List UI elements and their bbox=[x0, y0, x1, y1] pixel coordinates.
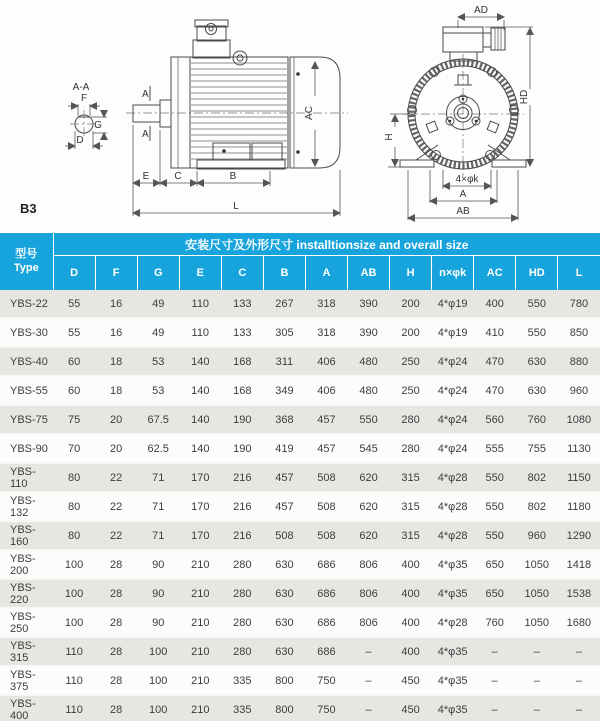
technical-drawings bbox=[0, 0, 600, 233]
dimension-cell: 620 bbox=[348, 492, 390, 521]
dimension-cell: 200 bbox=[390, 318, 432, 347]
dimension-cell: 457 bbox=[305, 434, 347, 463]
dimension-cell: 750 bbox=[305, 695, 347, 721]
dimension-cell: 4*φ19 bbox=[432, 318, 474, 347]
dim-label-ad: AD bbox=[474, 5, 488, 16]
dimension-cell: 280 bbox=[221, 637, 263, 666]
column-header-row bbox=[0, 256, 600, 291]
dimension-cell: 71 bbox=[137, 492, 179, 521]
dimension-cell: 4*φ24 bbox=[432, 405, 474, 434]
dimension-cell: 16 bbox=[95, 290, 137, 318]
dimension-cell: 400 bbox=[390, 637, 432, 666]
dimension-cell: – bbox=[516, 695, 558, 721]
dimension-cell: 110 bbox=[179, 290, 221, 318]
dimension-cell: 4*φ24 bbox=[432, 434, 474, 463]
dimension-cell: 410 bbox=[474, 318, 516, 347]
model-type-cell: YBS-200 bbox=[0, 550, 53, 579]
table-row bbox=[0, 434, 600, 463]
dimension-cell: 4*φ24 bbox=[432, 347, 474, 376]
dimension-cell: 457 bbox=[263, 463, 305, 492]
dimension-cell: 457 bbox=[263, 492, 305, 521]
dimension-cell: – bbox=[474, 637, 516, 666]
dimension-cell: 75 bbox=[53, 405, 95, 434]
dimension-cell: 400 bbox=[474, 290, 516, 318]
dimension-cell: 80 bbox=[53, 521, 95, 550]
dimension-cell: 28 bbox=[95, 695, 137, 721]
motor-dimension-drawing bbox=[0, 0, 600, 233]
dimension-cell: 1050 bbox=[516, 608, 558, 637]
dimension-cell: 550 bbox=[516, 290, 558, 318]
dim-label-ac: AC bbox=[304, 106, 315, 120]
dimension-cell: 100 bbox=[137, 637, 179, 666]
dimension-cell: 280 bbox=[221, 608, 263, 637]
dimension-cell: 110 bbox=[53, 637, 95, 666]
dimension-cell: 4*φ35 bbox=[432, 579, 474, 608]
dimension-cell: 20 bbox=[95, 434, 137, 463]
dimension-cell: – bbox=[348, 637, 390, 666]
dimension-cell: 620 bbox=[348, 521, 390, 550]
dimension-cell: 170 bbox=[179, 521, 221, 550]
dimension-cell: 1050 bbox=[516, 550, 558, 579]
dimension-cell: 67.5 bbox=[137, 405, 179, 434]
dimension-cell: 140 bbox=[179, 376, 221, 405]
column-header: AC bbox=[474, 256, 516, 291]
dimension-cell: 620 bbox=[348, 463, 390, 492]
dimension-cell: 71 bbox=[137, 521, 179, 550]
dimension-cell: 650 bbox=[474, 550, 516, 579]
dimension-cell: 545 bbox=[348, 434, 390, 463]
dimension-cell: 4*φ35 bbox=[432, 695, 474, 721]
dimension-cell: 1538 bbox=[558, 579, 600, 608]
dimension-cell: 1130 bbox=[558, 434, 600, 463]
column-header: L bbox=[558, 256, 600, 291]
dimension-cell: 1180 bbox=[558, 492, 600, 521]
dimension-cell: 71 bbox=[137, 463, 179, 492]
dimension-cell: 90 bbox=[137, 550, 179, 579]
dim-label-hd: HD bbox=[519, 89, 530, 105]
dim-label-ab: AB bbox=[456, 206, 470, 217]
dimension-cell: 4*φ35 bbox=[432, 550, 474, 579]
dim-label-e: E bbox=[142, 171, 150, 182]
dimension-cell: 335 bbox=[221, 666, 263, 695]
model-type-cell: YBS-75 bbox=[0, 405, 53, 434]
dimension-cell: 140 bbox=[179, 347, 221, 376]
model-type-cell: YBS-220 bbox=[0, 579, 53, 608]
model-type-cell: YBS-315 bbox=[0, 637, 53, 666]
dimension-cell: 550 bbox=[348, 405, 390, 434]
column-header: E bbox=[179, 256, 221, 291]
column-header: HD bbox=[516, 256, 558, 291]
dimension-cell: 70 bbox=[53, 434, 95, 463]
dimension-cell: 216 bbox=[221, 521, 263, 550]
dimension-cell: 55 bbox=[53, 290, 95, 318]
dimension-cell: 22 bbox=[95, 492, 137, 521]
table-row bbox=[0, 521, 600, 550]
dimension-cell: 311 bbox=[263, 347, 305, 376]
dimension-cell: 4*φ28 bbox=[432, 492, 474, 521]
model-type-cell: YBS-40 bbox=[0, 347, 53, 376]
dimension-cell: 806 bbox=[348, 608, 390, 637]
dimension-cell: 110 bbox=[53, 695, 95, 721]
dimension-cell: 22 bbox=[95, 463, 137, 492]
dimension-cell: 100 bbox=[137, 666, 179, 695]
dimension-cell: 508 bbox=[305, 463, 347, 492]
column-header: A bbox=[305, 256, 347, 291]
dimension-cell: 406 bbox=[305, 347, 347, 376]
dimension-cell: 22 bbox=[95, 521, 137, 550]
dimension-cell: 100 bbox=[53, 608, 95, 637]
dimension-cell: 400 bbox=[390, 579, 432, 608]
dimension-cell: 60 bbox=[53, 376, 95, 405]
cut-mark-bottom-label: A bbox=[142, 129, 149, 140]
type-column-header bbox=[0, 233, 53, 290]
dimension-cell: 550 bbox=[516, 318, 558, 347]
dimension-cell: 419 bbox=[263, 434, 305, 463]
dimension-cell: 200 bbox=[390, 290, 432, 318]
dimension-cell: 457 bbox=[305, 405, 347, 434]
dimension-cell: 100 bbox=[53, 550, 95, 579]
dimension-cell: 1680 bbox=[558, 608, 600, 637]
dim-label-d: D bbox=[76, 135, 84, 146]
dimension-cell: – bbox=[474, 695, 516, 721]
dimension-cell: 686 bbox=[305, 550, 347, 579]
dimension-cell: 170 bbox=[179, 463, 221, 492]
dimension-cell: 53 bbox=[137, 376, 179, 405]
dimension-cell: 250 bbox=[390, 347, 432, 376]
dimension-cell: 390 bbox=[348, 290, 390, 318]
table-row bbox=[0, 550, 600, 579]
dimension-cell: 55 bbox=[53, 318, 95, 347]
dimension-cell: 18 bbox=[95, 376, 137, 405]
table-row bbox=[0, 695, 600, 721]
dimension-cell: 16 bbox=[95, 318, 137, 347]
dimension-cell: 80 bbox=[53, 492, 95, 521]
dimension-cell: – bbox=[558, 637, 600, 666]
dimension-cell: – bbox=[516, 666, 558, 695]
dimension-cell: 630 bbox=[263, 637, 305, 666]
dimension-cell: 305 bbox=[263, 318, 305, 347]
dim-label-g: G bbox=[94, 120, 102, 131]
dimension-cell: 630 bbox=[516, 347, 558, 376]
dimension-cell: 267 bbox=[263, 290, 305, 318]
type-header-cn: 型号 bbox=[15, 247, 38, 260]
model-type-cell: YBS-250 bbox=[0, 608, 53, 637]
dimension-cell: 216 bbox=[221, 492, 263, 521]
dimension-cell: 28 bbox=[95, 608, 137, 637]
column-header: G bbox=[137, 256, 179, 291]
shaft-section-view bbox=[65, 82, 107, 149]
dimension-cell: 140 bbox=[179, 434, 221, 463]
column-header: D bbox=[53, 256, 95, 291]
dimension-cell: 100 bbox=[137, 695, 179, 721]
table-title: 安装尺寸及外形尺寸 installtionsize and overall size bbox=[53, 233, 600, 256]
dimension-cell: 4*φ24 bbox=[432, 376, 474, 405]
dimension-cell: 315 bbox=[390, 521, 432, 550]
dimension-cell: 49 bbox=[137, 290, 179, 318]
dimension-cell: 90 bbox=[137, 608, 179, 637]
dimension-cell: 4*φ19 bbox=[432, 290, 474, 318]
dimension-cell: 18 bbox=[95, 347, 137, 376]
type-header-en: Type bbox=[13, 261, 39, 274]
dimension-cell: 280 bbox=[390, 434, 432, 463]
dimension-cell: 630 bbox=[263, 550, 305, 579]
dimension-cell: 368 bbox=[263, 405, 305, 434]
dimension-cell: 280 bbox=[221, 550, 263, 579]
dimension-cell: 315 bbox=[390, 463, 432, 492]
model-type-cell: YBS-55 bbox=[0, 376, 53, 405]
dimension-cell: 53 bbox=[137, 347, 179, 376]
dimension-cell: 480 bbox=[348, 347, 390, 376]
dimension-cell: 210 bbox=[179, 666, 221, 695]
dimension-cell: 960 bbox=[516, 521, 558, 550]
dim-label-b: B bbox=[229, 171, 237, 182]
dimension-cell: 210 bbox=[179, 695, 221, 721]
table-row bbox=[0, 492, 600, 521]
dimension-cell: 1290 bbox=[558, 521, 600, 550]
dimension-cell: 100 bbox=[53, 579, 95, 608]
cut-mark-top-label: A bbox=[142, 89, 149, 100]
dimension-cell: 190 bbox=[221, 405, 263, 434]
table-row bbox=[0, 318, 600, 347]
table-row bbox=[0, 608, 600, 637]
table-row bbox=[0, 347, 600, 376]
dimension-cell: 133 bbox=[221, 290, 263, 318]
dimension-cell: 450 bbox=[390, 666, 432, 695]
dim-label-a: A bbox=[459, 189, 467, 200]
dimension-cell: 168 bbox=[221, 376, 263, 405]
table-row bbox=[0, 637, 600, 666]
dimension-cell: 1050 bbox=[516, 579, 558, 608]
dimension-cell: 210 bbox=[179, 608, 221, 637]
dimension-cell: – bbox=[516, 637, 558, 666]
dimension-cell: 190 bbox=[221, 434, 263, 463]
dimension-cell: 168 bbox=[221, 347, 263, 376]
table-row bbox=[0, 579, 600, 608]
column-header: C bbox=[221, 256, 263, 291]
dimension-cell: 4*φ35 bbox=[432, 666, 474, 695]
dimension-cell: 560 bbox=[474, 405, 516, 434]
dimension-cell: 335 bbox=[221, 695, 263, 721]
dimension-cell: 280 bbox=[390, 405, 432, 434]
dimension-cell: – bbox=[558, 666, 600, 695]
model-type-cell: YBS-110 bbox=[0, 463, 53, 492]
dimension-cell: 140 bbox=[179, 405, 221, 434]
dimension-cell: 4*φ28 bbox=[432, 521, 474, 550]
dimension-cell: – bbox=[348, 695, 390, 721]
dim-label-bolt-holes: 4×φk bbox=[455, 174, 479, 185]
dimension-cell: 480 bbox=[348, 376, 390, 405]
model-type-cell: YBS-160 bbox=[0, 521, 53, 550]
table-row bbox=[0, 405, 600, 434]
dimension-cell: 400 bbox=[390, 550, 432, 579]
dimension-cell: 550 bbox=[474, 521, 516, 550]
dimension-cell: 28 bbox=[95, 579, 137, 608]
dimension-cell: 1418 bbox=[558, 550, 600, 579]
dimension-cell: 960 bbox=[558, 376, 600, 405]
dim-label-f: F bbox=[80, 93, 88, 104]
model-type-cell: YBS-400 bbox=[0, 695, 53, 721]
dimension-cell: 760 bbox=[516, 405, 558, 434]
model-type-cell: YBS-375 bbox=[0, 666, 53, 695]
dimension-cell: 406 bbox=[305, 376, 347, 405]
dimension-cell: 28 bbox=[95, 550, 137, 579]
dimension-cell: 170 bbox=[179, 492, 221, 521]
dimension-cell: 550 bbox=[474, 463, 516, 492]
dimension-cell: 806 bbox=[348, 579, 390, 608]
dimension-cell: 28 bbox=[95, 637, 137, 666]
dimension-cell: 62.5 bbox=[137, 434, 179, 463]
dimension-cell: 90 bbox=[137, 579, 179, 608]
dimension-cell: 315 bbox=[390, 492, 432, 521]
dimension-cell: 210 bbox=[179, 550, 221, 579]
dimension-cell: 400 bbox=[390, 608, 432, 637]
dimension-cell: – bbox=[558, 695, 600, 721]
model-type-cell: YBS-30 bbox=[0, 318, 53, 347]
dimension-cell: 686 bbox=[305, 608, 347, 637]
dimension-cell: – bbox=[348, 666, 390, 695]
dimension-cell: 470 bbox=[474, 347, 516, 376]
dimension-cell: 802 bbox=[516, 492, 558, 521]
dimension-cell: 630 bbox=[516, 376, 558, 405]
dimension-cell: 508 bbox=[305, 492, 347, 521]
column-header: B bbox=[263, 256, 305, 291]
dimension-cell: 508 bbox=[305, 521, 347, 550]
column-header: H bbox=[390, 256, 432, 291]
model-type-cell: YBS-22 bbox=[0, 290, 53, 318]
dimension-cell: 390 bbox=[348, 318, 390, 347]
dimension-cell: 20 bbox=[95, 405, 137, 434]
dimension-cell: 318 bbox=[305, 318, 347, 347]
dimension-cell: 550 bbox=[474, 492, 516, 521]
dimension-table bbox=[0, 233, 600, 721]
dimension-cell: 349 bbox=[263, 376, 305, 405]
table-row bbox=[0, 290, 600, 318]
dim-label-c: C bbox=[174, 171, 182, 182]
dimension-cell: 806 bbox=[348, 550, 390, 579]
dim-label-l: L bbox=[233, 201, 239, 212]
table-row bbox=[0, 463, 600, 492]
dimension-cell: 508 bbox=[263, 521, 305, 550]
motor-front-view bbox=[384, 5, 533, 220]
column-header: n×φk bbox=[432, 256, 474, 291]
dimension-cell: 686 bbox=[305, 637, 347, 666]
dimension-cell: 750 bbox=[305, 666, 347, 695]
dimension-cell: 450 bbox=[390, 695, 432, 721]
dimension-cell: 280 bbox=[221, 579, 263, 608]
dimension-cell: 49 bbox=[137, 318, 179, 347]
dimension-cell: 210 bbox=[179, 579, 221, 608]
dimension-cell: 555 bbox=[474, 434, 516, 463]
column-header: F bbox=[95, 256, 137, 291]
dimension-cell: 80 bbox=[53, 463, 95, 492]
dimension-cell: 60 bbox=[53, 347, 95, 376]
column-header: AB bbox=[348, 256, 390, 291]
dimension-cell: 1150 bbox=[558, 463, 600, 492]
dimension-cell: 470 bbox=[474, 376, 516, 405]
motor-side-view bbox=[126, 20, 348, 216]
dimension-cell: 800 bbox=[263, 666, 305, 695]
dimension-cell: 755 bbox=[516, 434, 558, 463]
dimension-cell: 802 bbox=[516, 463, 558, 492]
table-row bbox=[0, 666, 600, 695]
dimension-cell: 133 bbox=[221, 318, 263, 347]
dimension-cell: 630 bbox=[263, 579, 305, 608]
dimension-cell: 28 bbox=[95, 666, 137, 695]
dimension-cell: 318 bbox=[305, 290, 347, 318]
dimension-cell: 250 bbox=[390, 376, 432, 405]
dimension-cell: 880 bbox=[558, 347, 600, 376]
dimension-cell: – bbox=[474, 666, 516, 695]
dimension-cell: 850 bbox=[558, 318, 600, 347]
dimension-cell: 780 bbox=[558, 290, 600, 318]
dimension-cell: 630 bbox=[263, 608, 305, 637]
dimension-cell: 4*φ35 bbox=[432, 637, 474, 666]
model-type-cell: YBS-132 bbox=[0, 492, 53, 521]
dimension-cell: 4*φ28 bbox=[432, 463, 474, 492]
dimension-cell: 4*φ28 bbox=[432, 608, 474, 637]
dimension-cell: 650 bbox=[474, 579, 516, 608]
dimension-cell: 210 bbox=[179, 637, 221, 666]
dimension-cell: 216 bbox=[221, 463, 263, 492]
dimension-cell: 110 bbox=[179, 318, 221, 347]
dimension-cell: 110 bbox=[53, 666, 95, 695]
dimension-cell: 1080 bbox=[558, 405, 600, 434]
section-title-label: A-A bbox=[72, 82, 90, 93]
dim-label-h: H bbox=[384, 133, 395, 141]
dimension-cell: 800 bbox=[263, 695, 305, 721]
dimension-cell: 760 bbox=[474, 608, 516, 637]
table-row bbox=[0, 376, 600, 405]
dimension-cell: 686 bbox=[305, 579, 347, 608]
model-type-cell: YBS-90 bbox=[0, 434, 53, 463]
mounting-code-label: B3 bbox=[20, 201, 37, 216]
